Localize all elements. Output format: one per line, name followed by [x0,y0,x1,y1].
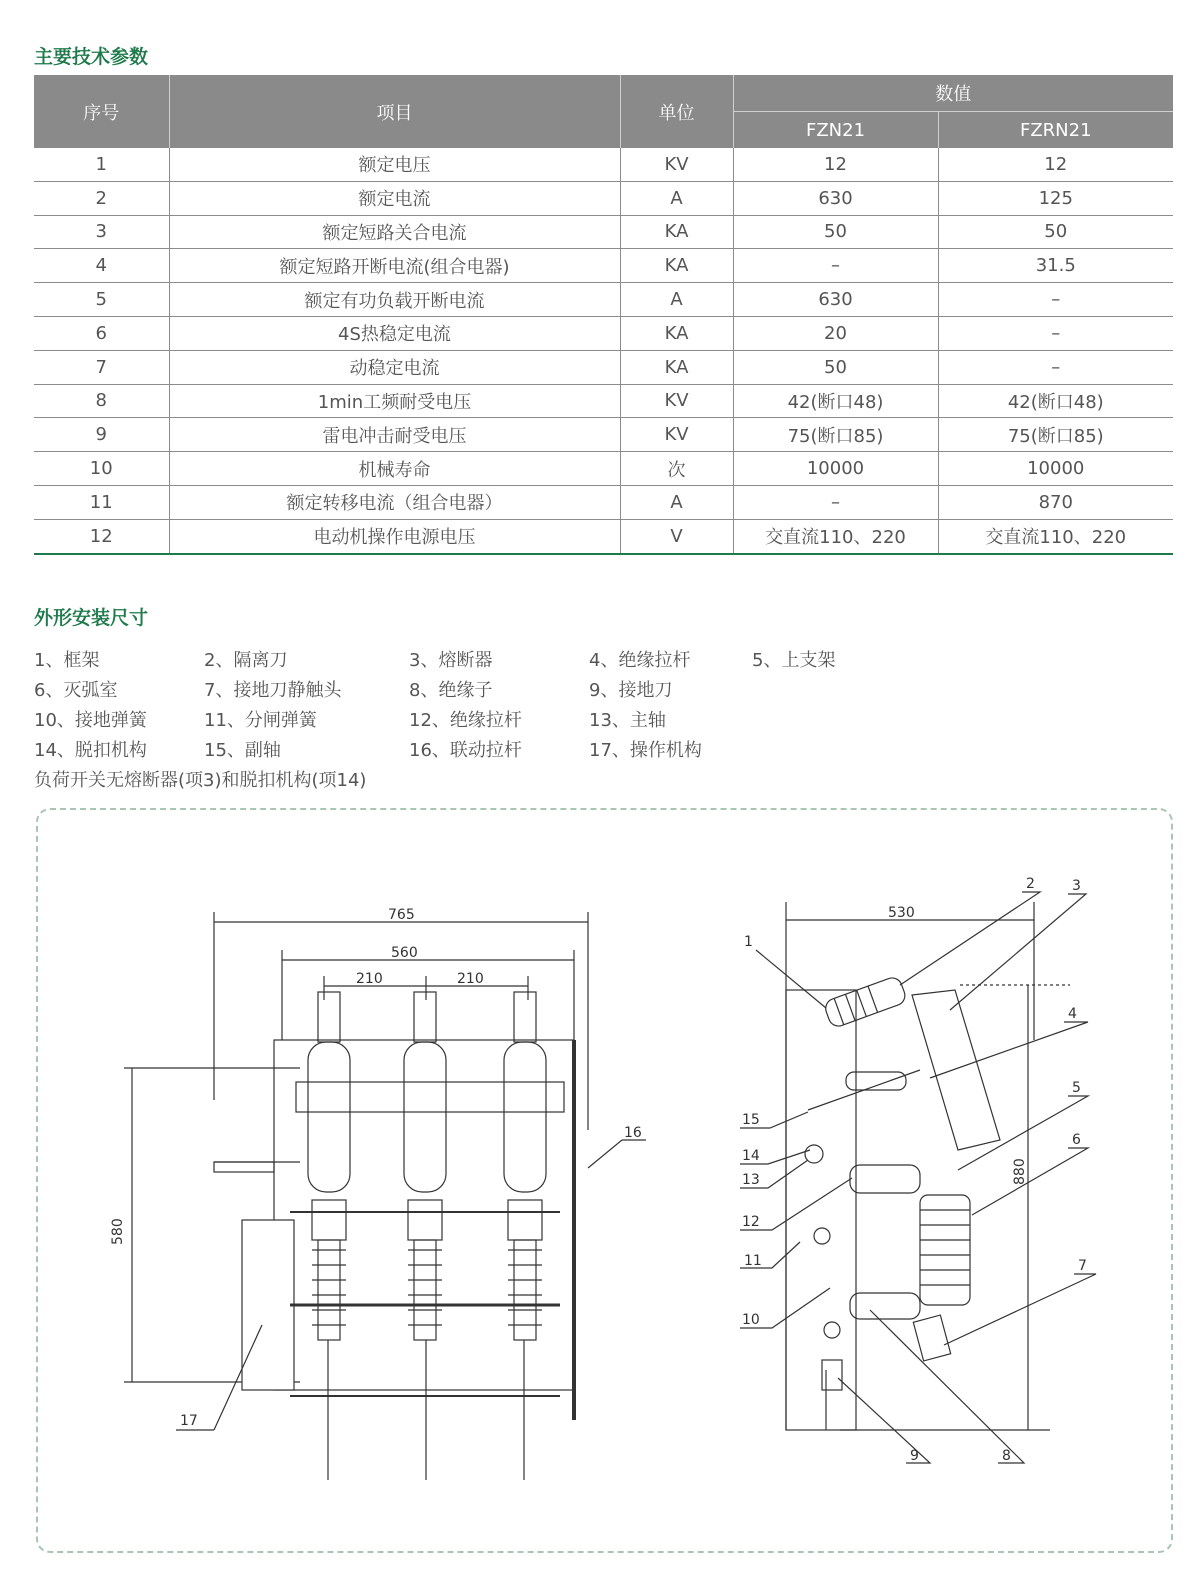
section-title-dimensions: 外形安装尺寸 [34,607,149,629]
front-view [110,907,646,1480]
legend-item: 13、主轴 [589,710,666,731]
section-title-specs: 主要技术参数 [34,46,149,68]
cell-item: 额定电流 [169,181,620,215]
cell-fzrn21: 10000 [938,452,1173,486]
header-model-fzrn21: FZRN21 [938,112,1173,149]
cell-unit: A [620,485,733,519]
cell-item: 额定有功负载开断电流 [169,283,620,317]
callout-2: 2 [1026,876,1035,892]
cell-unit: KA [620,316,733,350]
legend-item: 6、灭弧室 [34,680,118,701]
cell-fzrn21: 交直流110、220 [938,519,1173,553]
cell-item: 额定转移电流（组合电器） [169,485,620,519]
callout-3: 3 [1072,878,1081,894]
dim-530: 530 [888,905,915,921]
callout-16: 16 [624,1125,642,1141]
cell-item: 额定短路关合电流 [169,215,620,249]
cell-unit: 次 [620,452,733,486]
side-view [740,876,1096,1464]
cell-no: 5 [34,283,169,317]
cell-fzrn21: 31.5 [938,249,1173,283]
cell-item: 1min工频耐受电压 [169,384,620,418]
cell-no: 6 [34,316,169,350]
legend-item: 17、操作机构 [589,740,702,761]
cell-fzn21: 10000 [733,452,938,486]
cell-fzn21: 20 [733,316,938,350]
header-unit: 单位 [620,75,733,148]
cell-fzn21: 42(断口48) [733,384,938,418]
dim-560: 560 [391,945,418,961]
cell-unit: KV [620,384,733,418]
callout-leader-2 [900,892,1040,985]
callout-leader-6 [972,1148,1088,1215]
cell-no: 10 [34,452,169,486]
callout-17: 17 [180,1413,198,1429]
callout-11: 11 [744,1253,762,1269]
pole-middle [404,992,446,1480]
legend-item: 12、绝缘拉杆 [409,710,522,731]
dim-580: 580 [110,1218,126,1245]
legend-item: 15、副轴 [204,740,281,761]
cell-unit: KA [620,350,733,384]
callout-13: 13 [742,1172,760,1188]
cell-fzrn21: 75(断口85) [938,418,1173,452]
callout-7: 7 [1078,1258,1087,1274]
legend-note: 负荷开关无熔断器(项3)和脱扣机构(项14) [34,770,367,791]
cell-fzn21: 交直流110、220 [733,519,938,553]
legend-item: 4、绝缘拉杆 [589,650,691,671]
cell-no: 7 [34,350,169,384]
cell-unit: KA [620,215,733,249]
cell-no: 8 [34,384,169,418]
callout-14: 14 [742,1148,760,1164]
cell-unit: KA [620,249,733,283]
dim-880: 880 [1012,1158,1028,1185]
legend-item: 2、隔离刀 [204,650,288,671]
cell-fzrn21: 870 [938,485,1173,519]
cell-fzrn21: 125 [938,181,1173,215]
cell-no: 9 [34,418,169,452]
cell-fzn21: 75(断口85) [733,418,938,452]
cell-no: 12 [34,519,169,553]
callout-6: 6 [1072,1132,1081,1148]
dim-765: 765 [388,907,415,923]
legend-item: 7、接地刀静触头 [204,680,342,701]
header-model-fzn21: FZN21 [733,112,938,149]
cell-item: 电动机操作电源电压 [169,519,620,553]
legend-item: 16、联动拉杆 [409,740,522,761]
header-no: 序号 [34,75,169,148]
cell-no: 3 [34,215,169,249]
cell-fzn21: 50 [733,215,938,249]
dim-210-left: 210 [356,971,383,987]
cell-fzrn21: – [938,283,1173,317]
callout-8: 8 [1002,1448,1011,1464]
cell-fzrn21: 50 [938,215,1173,249]
cell-unit: V [620,519,733,553]
dim-210-right: 210 [457,971,484,987]
cell-fzn21: – [733,485,938,519]
callout-leader-8 [870,1310,1024,1463]
cell-fzn21: 50 [733,350,938,384]
pole-right [504,992,546,1480]
cell-item: 4S热稳定电流 [169,316,620,350]
callout-9: 9 [910,1448,919,1464]
cell-item: 额定电压 [169,148,620,181]
cell-unit: KV [620,418,733,452]
cell-fzn21: – [733,249,938,283]
legend-item: 5、上支架 [752,650,836,671]
cell-unit: A [620,283,733,317]
legend-item: 11、分闸弹簧 [204,710,317,731]
cell-fzn21: 12 [733,148,938,181]
cell-fzn21: 630 [733,283,938,317]
cell-fzrn21: – [938,350,1173,384]
callout-4: 4 [1068,1006,1077,1022]
legend-item: 3、熔断器 [409,650,493,671]
pole-left [308,992,350,1480]
cell-unit: A [620,181,733,215]
legend-item: 10、接地弹簧 [34,710,147,731]
callout-leader-4 [930,1022,1088,1078]
cell-no: 11 [34,485,169,519]
cell-item: 雷电冲击耐受电压 [169,418,620,452]
header-value: 数值 [733,75,1173,112]
legend-item: 8、绝缘子 [409,680,493,701]
cell-fzn21: 630 [733,181,938,215]
header-item: 项目 [169,75,620,148]
cell-fzrn21: – [938,316,1173,350]
callout-leader-3 [950,894,1086,1010]
cell-no: 4 [34,249,169,283]
callout-15: 15 [742,1112,760,1128]
callout-leader-1 [756,950,826,1008]
cell-no: 1 [34,148,169,181]
callout-12: 12 [742,1214,760,1230]
cell-item: 动稳定电流 [169,350,620,384]
cell-unit: KV [620,148,733,181]
legend-item: 1、框架 [34,650,100,671]
legend-item: 14、脱扣机构 [34,740,147,761]
cell-fzrn21: 12 [938,148,1173,181]
cell-item: 机械寿命 [169,452,620,486]
callout-5: 5 [1072,1080,1081,1096]
legend-item: 9、接地刀 [589,680,673,701]
callout-1: 1 [744,934,753,950]
cell-fzrn21: 42(断口48) [938,384,1173,418]
callout-10: 10 [742,1312,760,1328]
cell-item: 额定短路开断电流(组合电器) [169,249,620,283]
cell-no: 2 [34,181,169,215]
